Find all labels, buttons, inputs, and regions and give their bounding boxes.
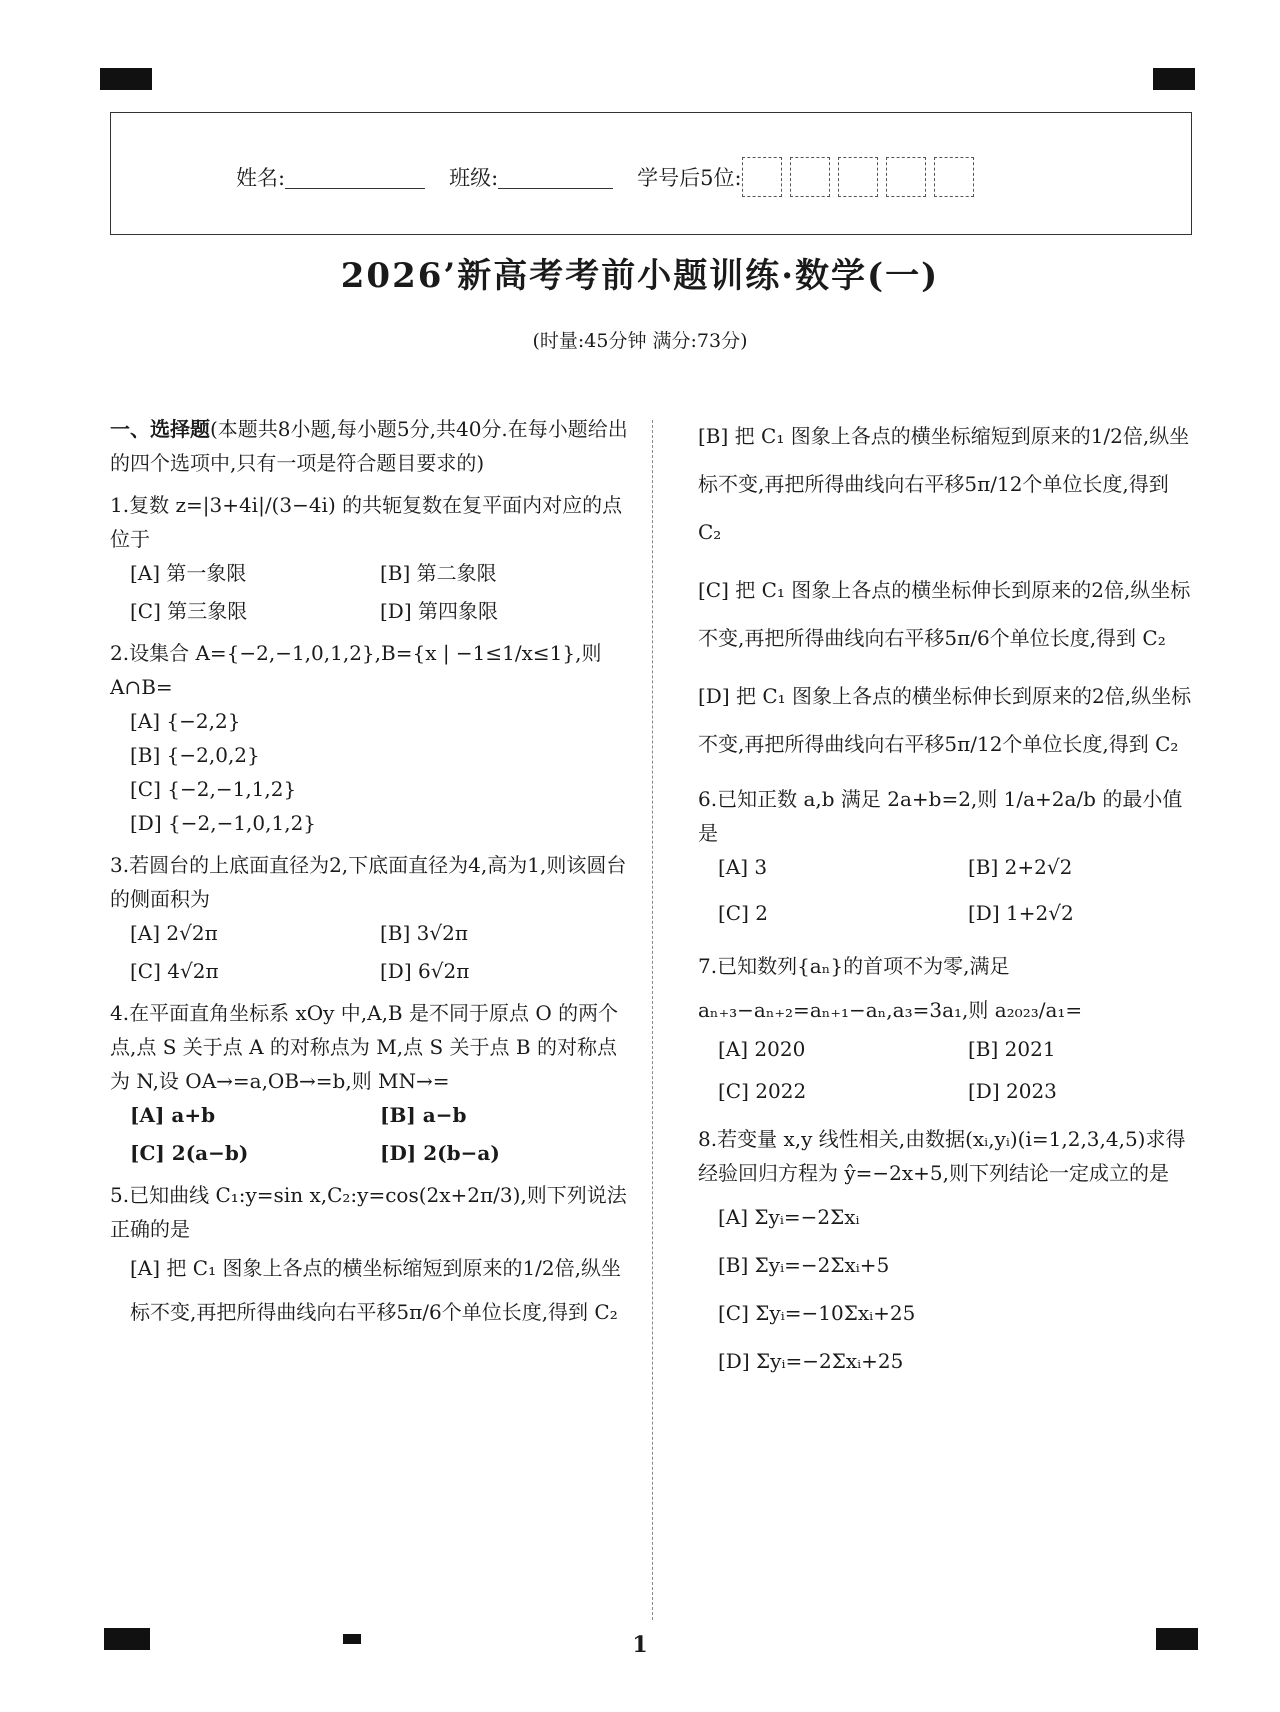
option-a: [A] {−2,2} <box>130 709 241 733</box>
option-d: [D] {−2,−1,0,1,2} <box>130 811 317 835</box>
options <box>130 556 630 628</box>
section-heading: 一、选择题 <box>110 417 210 441</box>
option-a: [A] 3 <box>718 855 768 879</box>
question-3 <box>110 848 630 988</box>
q5-option-c: [C] 把 C₁ 图象上各点的横坐标伸长到原来的2倍,纵坐标不变,再把所得曲线向右平移5π/6个单位长度,得到 C₂ <box>698 578 1191 650</box>
question-stem: 5.已知曲线 C₁:y=sin x,C₂:y=cos(2x+2π/3),则下列说法正确的是 <box>110 1183 627 1241</box>
right-column <box>698 412 1198 1378</box>
student-info-row <box>236 157 974 197</box>
option-b: [B] 2+2√2 <box>968 855 1073 879</box>
option-b: [B] 第二象限 <box>380 561 497 585</box>
question-6 <box>698 782 1198 930</box>
option-a: [A] 把 C₁ 图象上各点的横坐标缩短到原来的1/2倍,纵坐标不变,再把所得曲线向右平移5π/6个单位长度,得到 C₂ <box>130 1256 621 1324</box>
question-1 <box>110 488 630 628</box>
option-b: [B] Σyᵢ=−2Σxᵢ+5 <box>718 1253 890 1277</box>
option-c: [C] 第三象限 <box>130 599 248 623</box>
option-c: [C] 2(a−b) <box>130 1141 249 1165</box>
exam-time-score: (时量:45分钟 满分:73分) <box>532 330 748 352</box>
registration-mark-top-left <box>100 68 152 90</box>
option-b: [B] {−2,0,2} <box>130 743 260 767</box>
question-8 <box>698 1122 1198 1378</box>
options <box>718 850 1198 930</box>
options <box>718 1032 1198 1108</box>
option-c: [C] 2022 <box>718 1079 807 1103</box>
student-id-label: 学号后5位: <box>637 166 742 190</box>
class-label: 班级: <box>449 166 499 190</box>
question-stem: 2.设集合 A={−2,−1,0,1,2},B={x | −1≤1/x≤1},则 A∩B= <box>110 641 602 699</box>
option-d: [D] 2023 <box>968 1079 1057 1103</box>
column-divider <box>652 420 653 1620</box>
option-a: [A] a+b <box>130 1103 216 1127</box>
option-a: [A] 第一象限 <box>130 561 247 585</box>
options <box>130 1098 630 1170</box>
option-d: [D] Σyᵢ=−2Σxᵢ+25 <box>718 1349 904 1373</box>
question-stem: 4.在平面直角坐标系 xOy 中,A,B 是不同于原点 O 的两个点,点 S 关于点 A 的对称点为 M,点 S 关于点 B 的对称点为 N,设 OA→=a,OB→=b,则 MN→= <box>110 1001 619 1093</box>
option-c: [C] 2 <box>718 901 768 925</box>
page-number: 1 <box>632 1632 648 1658</box>
name-field[interactable] <box>285 166 425 189</box>
option-a: [A] 2√2π <box>130 921 218 945</box>
option-a: [A] 2020 <box>718 1037 806 1061</box>
question-7 <box>698 944 1198 1108</box>
question-stem: 6.已知正数 a,b 满足 2a+b=2,则 1/a+2a/b 的最小值是 <box>698 787 1183 845</box>
option-b: [B] 3√2π <box>380 921 468 945</box>
option-d: [D] 6√2π <box>380 959 470 983</box>
option-b: [B] a−b <box>380 1103 467 1127</box>
section-header <box>110 412 630 480</box>
id-digit-box[interactable] <box>886 157 926 197</box>
option-c: [C] 4√2π <box>130 959 219 983</box>
options <box>130 916 630 988</box>
q5-option-b: [B] 把 C₁ 图象上各点的横坐标缩短到原来的1/2倍,纵坐标不变,再把所得曲线向右平移5π/12个单位长度,得到 C₂ <box>698 424 1190 544</box>
id-digit-box[interactable] <box>838 157 878 197</box>
question-5 <box>110 1178 630 1334</box>
question-stem: 1.复数 z=|3+4i|/(3−4i) 的共轭复数在复平面内对应的点位于 <box>110 493 623 551</box>
question-2 <box>110 636 630 840</box>
student-id-boxes <box>742 157 974 197</box>
option-d: [D] 2(b−a) <box>380 1141 500 1165</box>
section-instructions: (本题共8小题,每小题5分,共40分.在每小题给出的四个选项中,只有一项是符合题目要求的) <box>110 417 628 475</box>
option-c: [C] {−2,−1,1,2} <box>130 777 297 801</box>
question-4 <box>110 996 630 1170</box>
left-column <box>110 412 630 1334</box>
class-field[interactable] <box>498 166 613 189</box>
question-stem: 8.若变量 x,y 线性相关,由数据(xᵢ,yᵢ)(i=1,2,3,4,5)求得经验回归方程为 ŷ=−2x+5,则下列结论一定成立的是 <box>698 1127 1186 1185</box>
question-stem: 7.已知数列{aₙ}的首项不为零,满足 aₙ₊₃−aₙ₊₂=aₙ₊₁−aₙ,a₃=3a₁,则 a₂₀₂₃/a₁= <box>698 954 1083 1022</box>
question-stem: 3.若圆台的上底面直径为2,下底面直径为4,高为1,则该圆台的侧面积为 <box>110 853 627 911</box>
name-label: 姓名: <box>236 166 286 190</box>
id-digit-box[interactable] <box>934 157 974 197</box>
option-c: [C] Σyᵢ=−10Σxᵢ+25 <box>718 1301 916 1325</box>
registration-mark-top-right <box>1153 68 1195 90</box>
student-info-box <box>110 112 1192 235</box>
option-b: [B] 2021 <box>968 1037 1056 1061</box>
id-digit-box[interactable] <box>790 157 830 197</box>
option-a: [A] Σyᵢ=−2Σxᵢ <box>718 1205 860 1229</box>
page-title: 2026’新高考考前小题训练·数学(一) <box>340 256 940 296</box>
q5-option-d: [D] 把 C₁ 图象上各点的横坐标伸长到原来的2倍,纵坐标不变,再把所得曲线向右平移5π/12个单位长度,得到 C₂ <box>698 684 1192 756</box>
option-d: [D] 1+2√2 <box>968 901 1074 925</box>
option-d: [D] 第四象限 <box>380 599 498 623</box>
id-digit-box[interactable] <box>742 157 782 197</box>
